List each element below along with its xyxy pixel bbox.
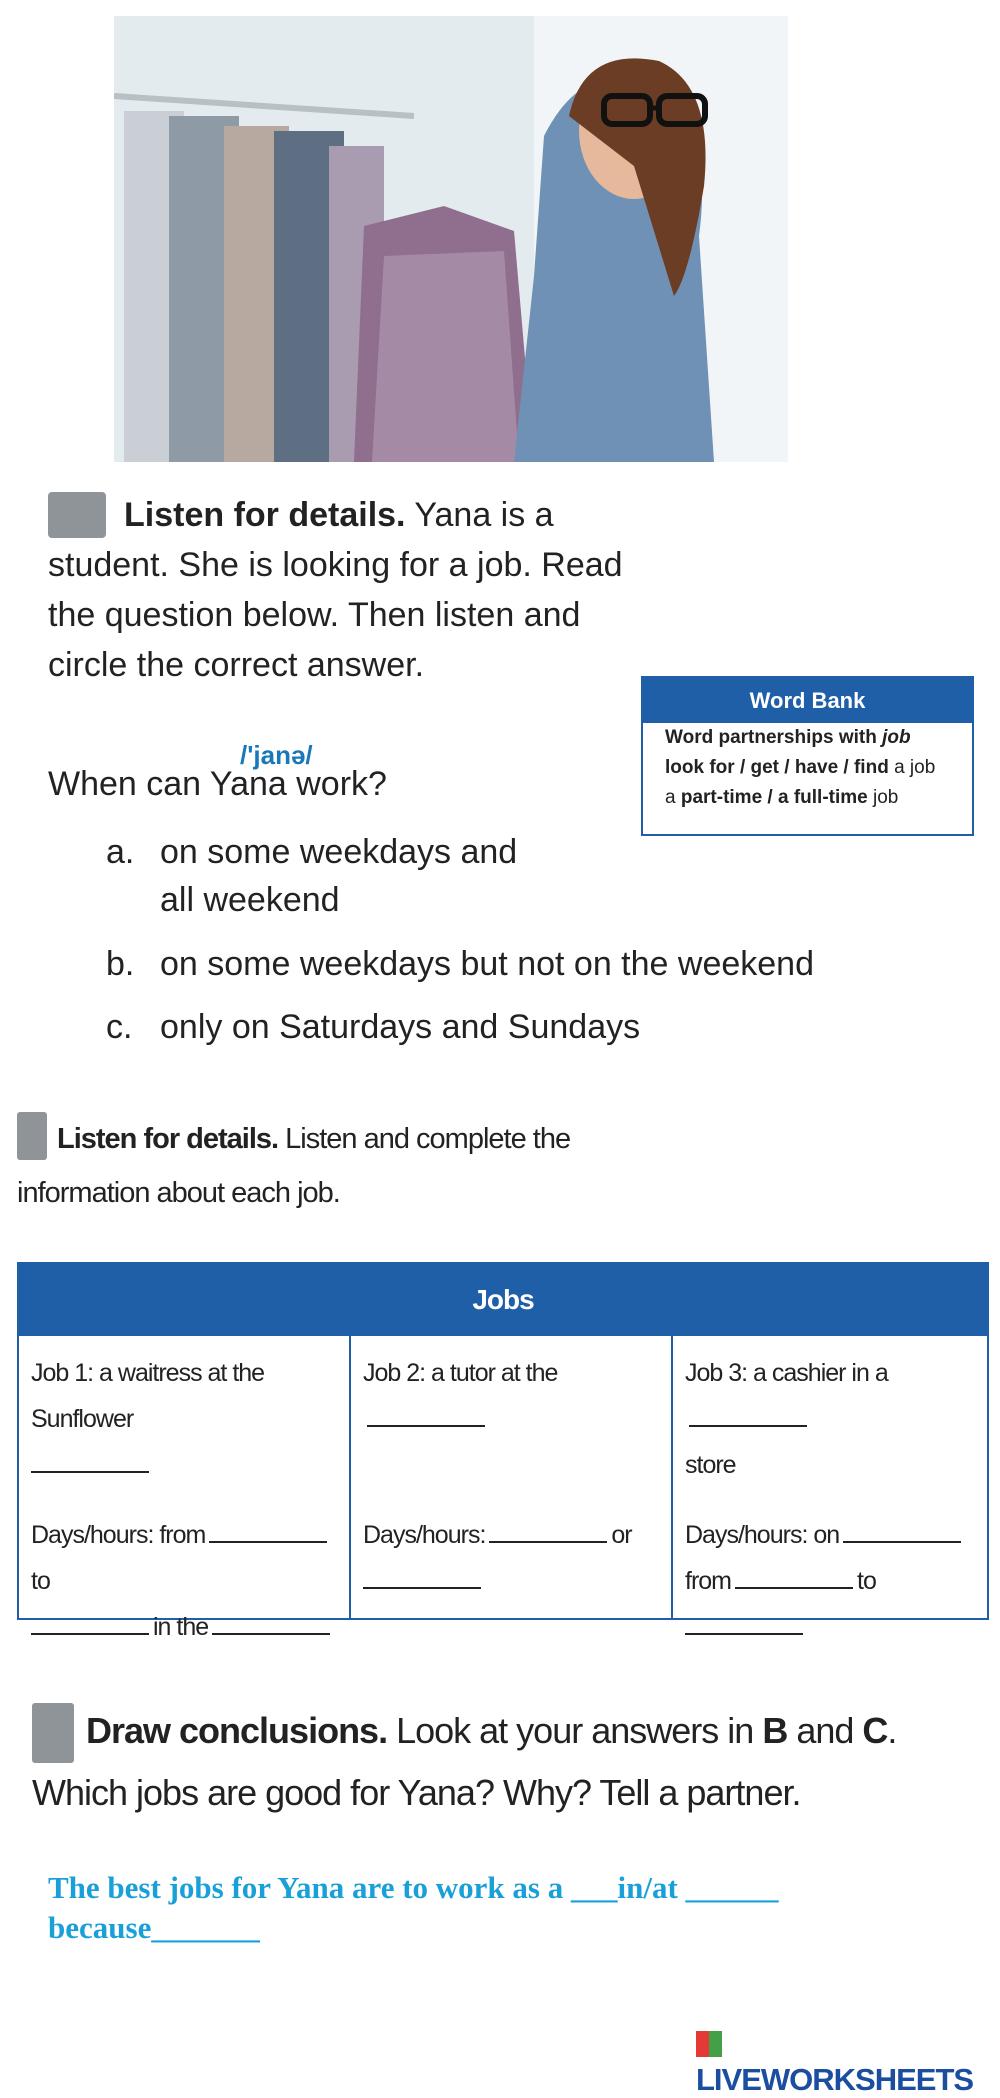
liveworksheets-logo-icon: [696, 2031, 722, 2057]
job-2-or-label: or: [611, 1521, 632, 1549]
job-2-days-label: Days/hours:: [363, 1521, 486, 1549]
job-1-place-blank[interactable]: [31, 1451, 149, 1473]
section-b-instructions: [48, 490, 658, 690]
section-d-text-1: Look at your answers in: [396, 1710, 754, 1751]
option-text: on some weekdays but not on the weekend: [160, 945, 814, 983]
word-bank: [641, 676, 974, 836]
section-b-lead: Listen for details.: [124, 496, 406, 534]
job-3-store-blank[interactable]: [689, 1405, 807, 1427]
option-text-continued: all weekend: [160, 881, 340, 919]
word-bank-line-2-prefix: a: [665, 787, 681, 808]
jobs-table: [17, 1262, 989, 1641]
job-1-title: Job 1: a waitress at the Sunflower: [31, 1359, 265, 1433]
job-3-title: Job 3: a cashier in a: [685, 1359, 888, 1387]
section-b-body: Yana is a student. She is looking for a job. Read the question below. Then listen and circle the correct answer.: [48, 496, 623, 684]
answer-line[interactable]: [48, 1868, 928, 1948]
job-3-from-label: from: [685, 1567, 731, 1595]
job-1-days-label: Days/hours: from: [31, 1521, 206, 1549]
word-bank-line-2-bold: part-time / a full-time: [680, 787, 868, 808]
job-2-day1-blank[interactable]: [489, 1521, 607, 1543]
liveworksheets-logo-text: LIVEWORKSHEETS: [696, 2062, 974, 2097]
job-3-to-label: to: [857, 1567, 876, 1595]
section-d-and: and: [796, 1710, 854, 1751]
question: When can Yana work?: [48, 765, 387, 803]
job-3-to-blank[interactable]: [685, 1613, 803, 1635]
section-d-c: C: [862, 1710, 888, 1751]
section-c-instructions: [17, 1112, 657, 1220]
clothing-store-photo: [114, 16, 788, 462]
word-bank-line-1: [643, 753, 972, 783]
section-c-body: Listen and complete the information about each job.: [17, 1123, 571, 1209]
word-bank-heading: [643, 723, 972, 753]
option-letter: b.: [106, 945, 135, 983]
section-d-period: .: [887, 1710, 897, 1751]
job-1-time-blank[interactable]: [212, 1613, 330, 1635]
option-a[interactable]: [106, 828, 517, 924]
answer-line-2: because_______: [48, 1910, 260, 1945]
job-2-title: Job 2: a tutor at the: [363, 1359, 558, 1387]
job-2-place-blank[interactable]: [367, 1405, 485, 1427]
section-d-instructions: [32, 1700, 962, 1824]
word-bank-line-1-bold: look for / get / have / find: [665, 757, 889, 778]
job-3-from-blank[interactable]: [735, 1567, 853, 1589]
job-1-to-label: to: [31, 1567, 50, 1595]
job-1-to-blank[interactable]: [31, 1613, 149, 1635]
option-b[interactable]: [106, 940, 814, 988]
job-2-cell: [349, 1336, 671, 1618]
job-2-day2-blank[interactable]: [363, 1567, 481, 1589]
job-1-in-the-label: in the: [153, 1613, 209, 1641]
job-3-days-label: Days/hours: on: [685, 1521, 840, 1549]
word-bank-title: Word Bank: [643, 678, 972, 723]
option-letter: a.: [106, 833, 135, 871]
job-1-from-blank[interactable]: [209, 1521, 327, 1543]
word-bank-line-2-rest: job: [867, 787, 899, 808]
job-3-days-blank[interactable]: [843, 1521, 961, 1543]
section-d-lead: Draw conclusions.: [86, 1710, 388, 1751]
word-bank-heading-prefix: Word partnerships with: [665, 727, 883, 748]
word-bank-heading-italic: job: [882, 727, 911, 748]
jobs-table-title: Jobs: [19, 1264, 987, 1336]
answer-line-1: The best jobs for Yana are to work as a ___in/at ______: [48, 1870, 779, 1905]
option-c[interactable]: [106, 1003, 640, 1051]
liveworksheets-logo: [696, 2026, 1000, 2098]
job-1-cell: [19, 1336, 349, 1641]
option-text: on some weekdays and: [160, 833, 518, 871]
job-3-cell: [671, 1336, 987, 1618]
pronunciation: /'janə/: [240, 740, 313, 770]
section-c-lead: Listen for details.: [57, 1123, 279, 1155]
option-text: only on Saturdays and Sundays: [160, 1008, 641, 1046]
word-bank-line-1-rest: a job: [888, 757, 936, 778]
option-letter: c.: [106, 1008, 133, 1046]
section-d-b: B: [762, 1710, 788, 1751]
word-bank-line-2: [643, 783, 972, 813]
job-3-store-label: store: [685, 1451, 736, 1479]
section-d-text-2: Which jobs are good for Yana? Why? Tell a partner.: [32, 1772, 801, 1813]
